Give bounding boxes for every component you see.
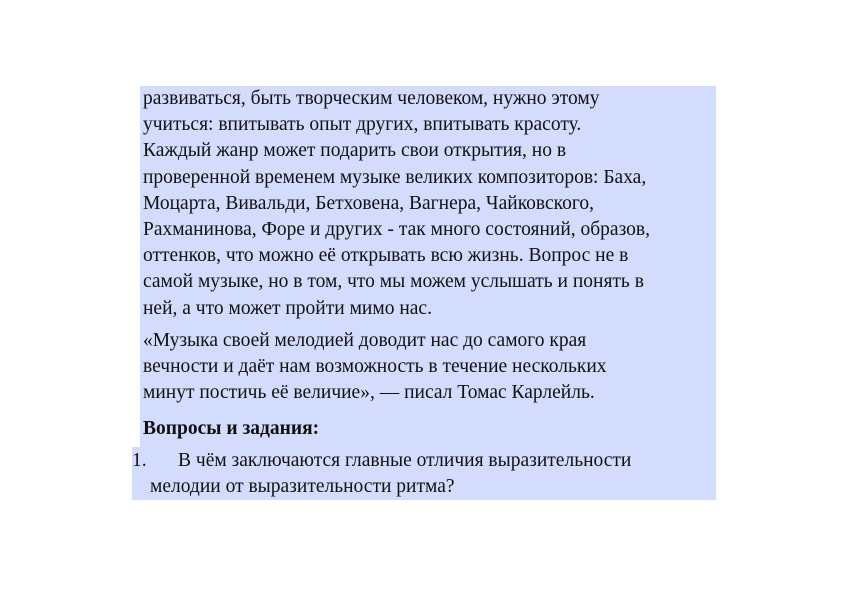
paragraph-line: проверенной временем музыке великих композиторов: Баха,	[143, 166, 647, 188]
paragraph-line: Рахманинова, Форе и других - так много состояний, образов,	[143, 219, 650, 241]
paragraph-line: оттенков, что можно её открывать всю жизнь. Вопрос не в	[143, 245, 629, 267]
paragraph-line: учиться: впитывать опыт других, впитывать красоту.	[143, 114, 582, 136]
question-text-line: В чём заключаются главные отличия выразительности	[178, 450, 632, 471]
quote-paragraph	[143, 328, 715, 407]
list-number: 1.	[132, 450, 147, 471]
paragraph-line: самой музыке, но в том, что мы можем услышать и понять в	[143, 271, 644, 293]
paragraph-line: Моцарта, Вивальди, Бетховена, Вагнера, Чайковского,	[143, 192, 595, 214]
paragraph-line: Каждый жанр может подарить свои открытия, но в	[143, 140, 567, 162]
quote-line: вечности и даёт нам возможность в течение нескольких	[143, 356, 607, 378]
question-text-line: мелодии от выразительности ритма?	[150, 476, 455, 498]
list-item	[132, 448, 716, 500]
body-paragraph	[143, 86, 715, 322]
section-heading: Вопросы и задания:	[143, 418, 320, 439]
quote-line: минут постичь её величие», — писал Томас Карлейль.	[143, 382, 595, 404]
paragraph-line: ней, а что может пройти мимо нас.	[143, 297, 432, 319]
quote-line: «Музыка своей мелодией доводит нас до самого края	[143, 330, 587, 351]
questions-list	[132, 448, 716, 500]
paragraph-line: развиваться, быть творческим человеком, нужно этому	[143, 88, 600, 109]
